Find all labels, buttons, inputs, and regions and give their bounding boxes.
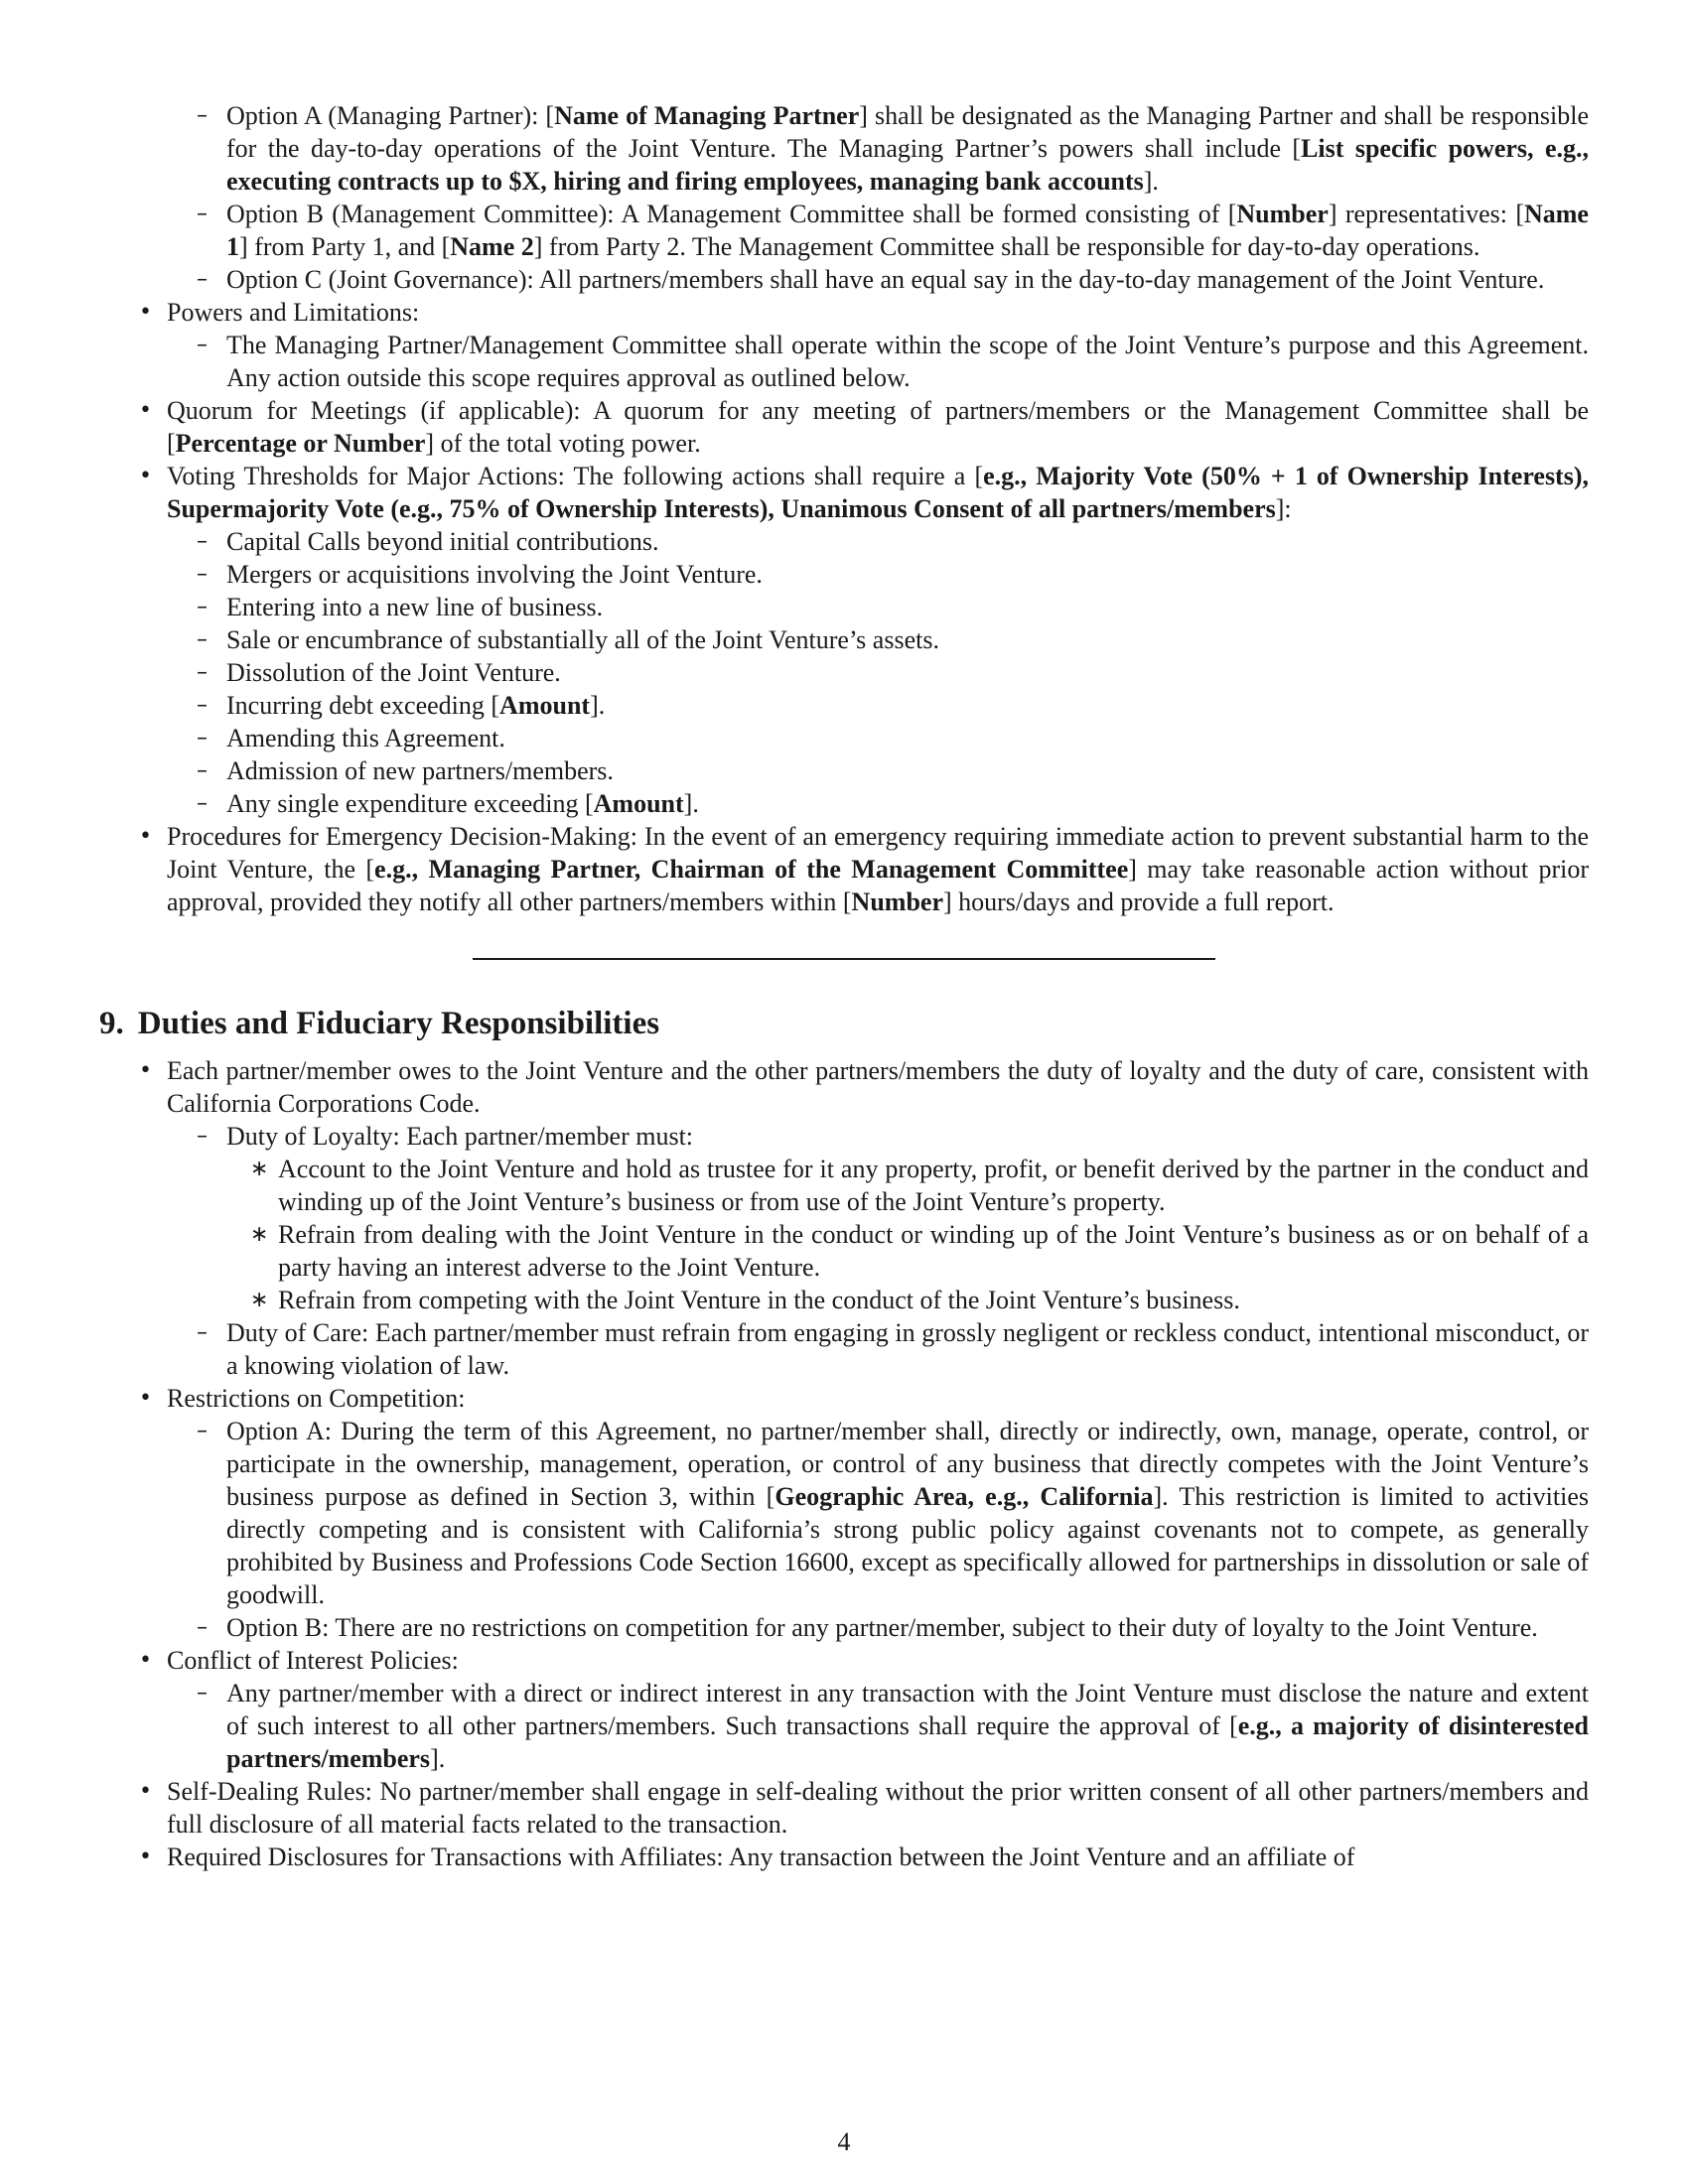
- horizontal-rule: [473, 958, 1215, 960]
- list-marker: –: [197, 529, 208, 554]
- placeholder-text: Number: [851, 887, 943, 916]
- body-text: ] representatives: [: [1328, 200, 1524, 228]
- body-text: Any single expenditure exceeding [: [226, 789, 594, 818]
- body-text: ].: [1143, 167, 1159, 196]
- body-text: Any partner/member with a direct or indirect interest in any transaction with the Joint Venture must disclose the nature and extent of such interest to all other partners/members. Such transactions shall require the approval of [: [226, 1679, 1589, 1740]
- list-marker: –: [197, 1419, 208, 1443]
- body-text: Entering into a new line of business.: [226, 593, 604, 621]
- body-text: Duty of Loyalty: Each partner/member must:: [226, 1122, 694, 1151]
- body-text: Incurring debt exceeding [: [226, 691, 500, 720]
- sub-item: [99, 722, 1589, 754]
- placeholder-text: Geographic Area, e.g., California: [774, 1482, 1154, 1511]
- list-marker: –: [197, 202, 208, 226]
- body-text: ]:: [1275, 494, 1292, 523]
- body-text: ].: [683, 789, 699, 818]
- sub-item: [99, 591, 1589, 623]
- body-text: ].: [590, 691, 606, 720]
- list-marker: –: [197, 1681, 208, 1706]
- sub-item: [99, 1415, 1589, 1611]
- sub-item: [99, 99, 1589, 198]
- sub-item: [99, 525, 1589, 558]
- placeholder-text: Number: [1236, 200, 1329, 228]
- body-text: Restrictions on Competition:: [167, 1384, 466, 1413]
- list-marker: –: [197, 693, 208, 718]
- sub-item: [99, 1120, 1589, 1153]
- placeholder-text: e.g., Managing Partner, Chairman of the Management Committee: [374, 855, 1129, 884]
- sub-item: [99, 558, 1589, 591]
- sub-item: [99, 198, 1589, 263]
- body-text: Capital Calls beyond initial contributions.: [226, 527, 659, 556]
- bullet-item: [99, 820, 1589, 918]
- list-marker: •: [139, 464, 152, 488]
- body-text: Option A: During the term of this Agreement, no partner/member shall, directly or indirectly, own, manage, operate, control, or participate in the ownership, management, operation, or control of any business that directly competes with the Joint Venture’s business purpose as defined in Section 3, within [: [226, 1417, 1589, 1511]
- list-marker: •: [139, 1648, 152, 1673]
- list-marker: •: [139, 398, 152, 423]
- list-marker: –: [197, 267, 208, 292]
- section-heading: [99, 1006, 1589, 1042]
- placeholder-text: Percentage or Number: [175, 429, 426, 458]
- list-marker: •: [139, 1779, 152, 1804]
- body-text: The Managing Partner/Management Committee shall operate within the scope of the Joint Venture’s purpose and this Agreement. Any action outside this scope requires approval as outlined below.: [226, 331, 1589, 392]
- list-marker: •: [139, 300, 152, 325]
- sub-item: [99, 1677, 1589, 1775]
- list-marker: •: [139, 1844, 152, 1869]
- list-marker: –: [197, 1124, 208, 1149]
- sub-item: [99, 787, 1589, 820]
- body-text: Self-Dealing Rules: No partner/member shall engage in self-dealing without the prior written consent of all other partners/members and full disclosure of all material facts related to the transaction.: [167, 1777, 1589, 1839]
- list-marker: –: [197, 562, 208, 587]
- list-marker: –: [197, 758, 208, 783]
- section-title: Duties and Fiduciary Responsibilities: [137, 1006, 660, 1041]
- body-text: Mergers or acquisitions involving the Joint Venture.: [226, 560, 763, 589]
- sub-sub-item: [99, 1284, 1589, 1316]
- list-marker: –: [197, 1320, 208, 1345]
- bullet-item: [99, 394, 1589, 460]
- placeholder-text: Amount: [499, 691, 591, 720]
- list-marker: –: [197, 726, 208, 751]
- body-text: Option A (Managing Partner): [: [226, 101, 555, 130]
- list-marker: –: [197, 1615, 208, 1640]
- bullet-item: [99, 460, 1589, 525]
- placeholder-text: e.g., Majority Vote (50% + 1 of Ownership Interests), Supermajority Vote (e.g., 75% of Ownership Interests), Unanimous Consent of all partners/members: [167, 462, 1589, 523]
- placeholder-text: Name 2: [450, 232, 534, 261]
- sub-sub-item: [99, 1218, 1589, 1284]
- sub-item: [99, 689, 1589, 722]
- bullet-item: [99, 1841, 1589, 1873]
- list-marker: –: [197, 333, 208, 357]
- body-text: Voting Thresholds for Major Actions: The following actions shall require a [: [167, 462, 984, 490]
- sub-item: [99, 754, 1589, 787]
- body-text: Required Disclosures for Transactions with Affiliates: Any transaction between the Joint Venture and an affiliate of: [167, 1843, 1355, 1871]
- list-marker: •: [139, 824, 152, 849]
- list-marker: ∗: [250, 1157, 269, 1181]
- list-marker: –: [197, 595, 208, 619]
- body-text: ]. This restriction is limited to activities directly competing and is consistent with California’s strong public policy against covenants not to compete, as generally prohibited by Business and Professions Code Section 16600, except as specifically allowed for partnerships in dissolution or sale of goodwill.: [226, 1482, 1589, 1609]
- sub-item: [99, 1316, 1589, 1382]
- list-marker: ∗: [250, 1222, 269, 1247]
- sub-item: [99, 329, 1589, 394]
- page-number: 4: [837, 2127, 851, 2156]
- body-text: ] shall be designated as the Managing Partner and shall be responsible for the day-to-day operations of the Joint Venture. The Managing Partner’s powers shall include [: [226, 101, 1589, 163]
- body-text: ] from Party 1, and [: [239, 232, 451, 261]
- sub-item: [99, 263, 1589, 296]
- list-marker: ∗: [250, 1288, 269, 1312]
- placeholder-text: Name of Managing Partner: [554, 101, 860, 130]
- placeholder-text: e.g., a majority of disinterested partners/members: [226, 1711, 1589, 1773]
- body-text: Sale or encumbrance of substantially all of the Joint Venture’s assets.: [226, 625, 939, 654]
- placeholder-text: Name 1: [226, 200, 1589, 261]
- body-text: ] of the total voting power.: [425, 429, 701, 458]
- governance-list: [99, 99, 1589, 918]
- body-text: Duty of Care: Each partner/member must refrain from engaging in grossly negligent or reckless conduct, intentional misconduct, or a knowing violation of law.: [226, 1318, 1589, 1380]
- placeholder-text: Amount: [593, 789, 684, 818]
- body-text: Each partner/member owes to the Joint Venture and the other partners/members the duty of loyalty and the duty of care, consistent with California Corporations Code.: [167, 1056, 1589, 1118]
- body-text: Dissolution of the Joint Venture.: [226, 658, 561, 687]
- duties-list: [99, 1054, 1589, 1873]
- bullet-item: [99, 1054, 1589, 1120]
- body-text: Refrain from dealing with the Joint Venture in the conduct or winding up of the Joint Venture’s business as or on behalf of a party having an interest adverse to the Joint Venture.: [278, 1220, 1589, 1282]
- sub-item: [99, 1611, 1589, 1644]
- sub-item: [99, 623, 1589, 656]
- body-text: Refrain from competing with the Joint Venture in the conduct of the Joint Venture’s business.: [278, 1286, 1240, 1314]
- body-text: Option B: There are no restrictions on competition for any partner/member, subject to their duty of loyalty to the Joint Venture.: [226, 1613, 1538, 1642]
- body-text: Powers and Limitations:: [167, 298, 420, 327]
- list-marker: –: [197, 660, 208, 685]
- body-text: ].: [430, 1744, 446, 1773]
- bullet-item: [99, 1644, 1589, 1677]
- list-marker: –: [197, 627, 208, 652]
- body-text: Option C (Joint Governance): All partners/members shall have an equal say in the day-to-day management of the Joint Venture.: [226, 265, 1545, 294]
- body-text: Admission of new partners/members.: [226, 756, 614, 785]
- placeholder-text: List specific powers, e.g., executing contracts up to $X, hiring and firing employees, managing bank accounts: [226, 134, 1589, 196]
- sub-item: [99, 656, 1589, 689]
- body-text: ] from Party 2. The Management Committee shall be responsible for day-to-day operations.: [533, 232, 1480, 261]
- list-marker: •: [139, 1386, 152, 1411]
- body-text: Account to the Joint Venture and hold as trustee for it any property, profit, or benefit derived by the partner in the conduct and winding up of the Joint Venture’s business or from use of the Joint Venture’s property.: [278, 1155, 1589, 1216]
- section-number: 9.: [99, 1006, 124, 1041]
- bullet-item: [99, 1382, 1589, 1415]
- body-text: ] may take reasonable action without prior approval, provided they notify all other partners/members within [: [167, 855, 1589, 916]
- sub-sub-item: [99, 1153, 1589, 1218]
- body-text: Quorum for Meetings (if applicable): A quorum for any meeting of partners/members or the Management Committee shall be [: [167, 396, 1589, 458]
- bullet-item: [99, 1775, 1589, 1841]
- body-text: Procedures for Emergency Decision-Making: In the event of an emergency requiring immediate action to prevent substantial harm to the Joint Venture, the [: [167, 822, 1589, 884]
- list-marker: –: [197, 103, 208, 128]
- body-text: Conflict of Interest Policies:: [167, 1646, 459, 1675]
- body-text: Option B (Management Committee): A Management Committee shall be formed consisting of [: [226, 200, 1237, 228]
- list-marker: –: [197, 791, 208, 816]
- body-text: ] hours/days and provide a full report.: [942, 887, 1335, 916]
- body-text: Amending this Agreement.: [226, 724, 505, 752]
- page-content: [99, 99, 1589, 1873]
- bullet-item: [99, 296, 1589, 329]
- list-marker: •: [139, 1058, 152, 1083]
